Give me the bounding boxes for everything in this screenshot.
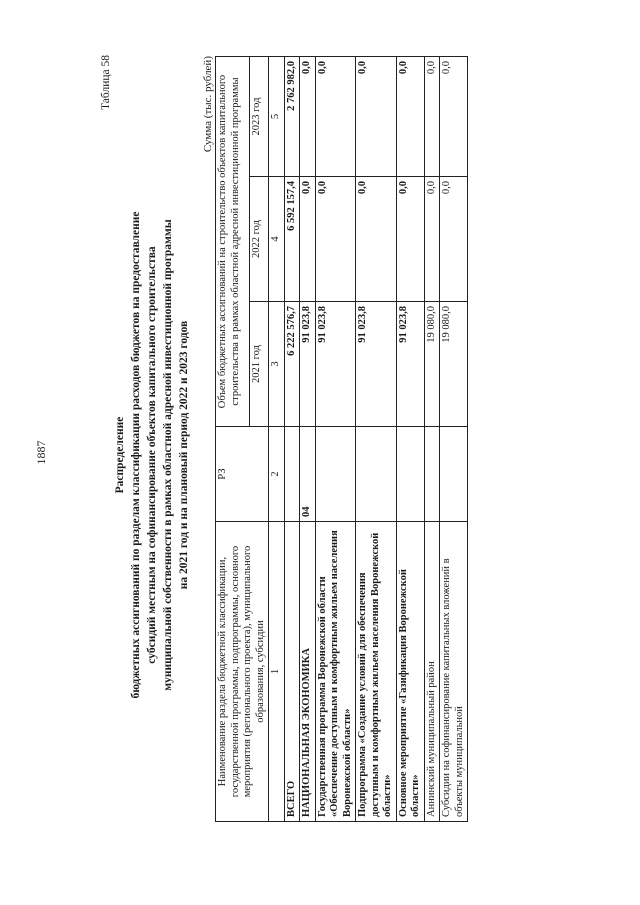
- table-row: [440, 57, 468, 822]
- row-value-2022: 0,0: [356, 177, 397, 302]
- row-value-2022: 0,0: [300, 177, 316, 302]
- header-row: [216, 57, 250, 822]
- table-row: [396, 57, 424, 822]
- header-name: Наименование раздела бюджетной классификации, государственной программы, подпрограммы, основного мероприятия (регионального проекта), муниципального образования, субсидии: [216, 522, 269, 822]
- row-value-2021: 19 080,0: [440, 302, 468, 427]
- column-number: 3: [269, 302, 285, 427]
- row-rz: [315, 427, 356, 522]
- row-name: Субсидии на софинансирование капитальных вложений в объекты муниципальной: [440, 522, 468, 822]
- row-value-2022: 0,0: [396, 177, 424, 302]
- table-body: [284, 57, 468, 822]
- row-name: Основное мероприятие «Газификация Воронежской области»: [396, 522, 424, 822]
- row-name: Аннинский муниципальный район: [424, 522, 440, 822]
- row-value-2021: 91 023,8: [300, 302, 316, 427]
- title-line: субсидий местным на софинансирование объектов капитального строительства: [146, 246, 158, 664]
- column-number: 2: [269, 427, 285, 522]
- title-line: муниципальной собственности в рамках областной адресной инвестиционной программы: [162, 219, 174, 691]
- page-number: 1887: [34, 440, 48, 465]
- header-rz: РЗ: [216, 427, 269, 522]
- header-year-2022: 2022 год: [250, 177, 269, 302]
- row-value-2022: 0,0: [440, 177, 468, 302]
- row-rz: [396, 427, 424, 522]
- row-name: Подпрограмма «Создание условий для обеспечения доступным и комфортным жильем населения Воронежской области»: [356, 522, 397, 822]
- table-row: [356, 57, 397, 822]
- row-value-2023: 0,0: [396, 57, 424, 177]
- row-value-2021: 91 023,8: [315, 302, 356, 427]
- header-year-2023: 2023 год: [250, 57, 269, 177]
- table-row: [424, 57, 440, 822]
- column-number: 1: [269, 522, 285, 822]
- row-value-2023: 0,0: [440, 57, 468, 177]
- row-value-2022: 0,0: [424, 177, 440, 302]
- row-value-2021: 6 222 576,7: [284, 302, 300, 427]
- table-row: [284, 57, 300, 822]
- budget-table: [215, 56, 468, 822]
- row-name: Государственная программа Воронежской области «Обеспечение доступным и комфортным жильем населения Воронежской области»: [315, 522, 356, 822]
- row-value-2023: 0,0: [315, 57, 356, 177]
- row-value-2021: 91 023,8: [356, 302, 397, 427]
- row-value-2022: 6 592 157,4: [284, 177, 300, 302]
- table-row: [300, 57, 316, 822]
- table-row: [315, 57, 356, 822]
- column-number: 5: [269, 57, 285, 177]
- row-rz: 04: [300, 427, 316, 522]
- row-value-2023: 2 762 982,0: [284, 57, 300, 177]
- row-rz: [424, 427, 440, 522]
- row-value-2021: 91 023,8: [396, 302, 424, 427]
- row-value-2023: 0,0: [300, 57, 316, 177]
- column-number-row: [269, 57, 285, 822]
- row-value-2023: 0,0: [424, 57, 440, 177]
- row-value-2022: 0,0: [315, 177, 356, 302]
- title-line: Распределение: [114, 416, 126, 494]
- row-rz: [440, 427, 468, 522]
- column-number: 4: [269, 177, 285, 302]
- header-year-2021: 2021 год: [250, 302, 269, 427]
- title-line: бюджетных ассигнований по разделам классификации расходов бюджетов на предоставление: [130, 211, 142, 699]
- document-title: [112, 125, 192, 785]
- row-value-2023: 0,0: [356, 57, 397, 177]
- units-label: Сумма (тыс. рублей): [202, 56, 214, 153]
- header-amount: Объем бюджетных ассигнований на строительство объектов капитального строительства в рамках областной адресной инвестиционной программы: [216, 57, 250, 427]
- row-rz: [284, 427, 300, 522]
- row-name: ВСЕГО: [284, 522, 300, 822]
- row-name: НАЦИОНАЛЬНАЯ ЭКОНОМИКА: [300, 522, 316, 822]
- title-line: на 2021 год и на плановый период 2022 и 2023 годов: [178, 320, 190, 590]
- row-value-2021: 19 080,0: [424, 302, 440, 427]
- table-number: Таблица 58: [100, 55, 112, 110]
- row-rz: [356, 427, 397, 522]
